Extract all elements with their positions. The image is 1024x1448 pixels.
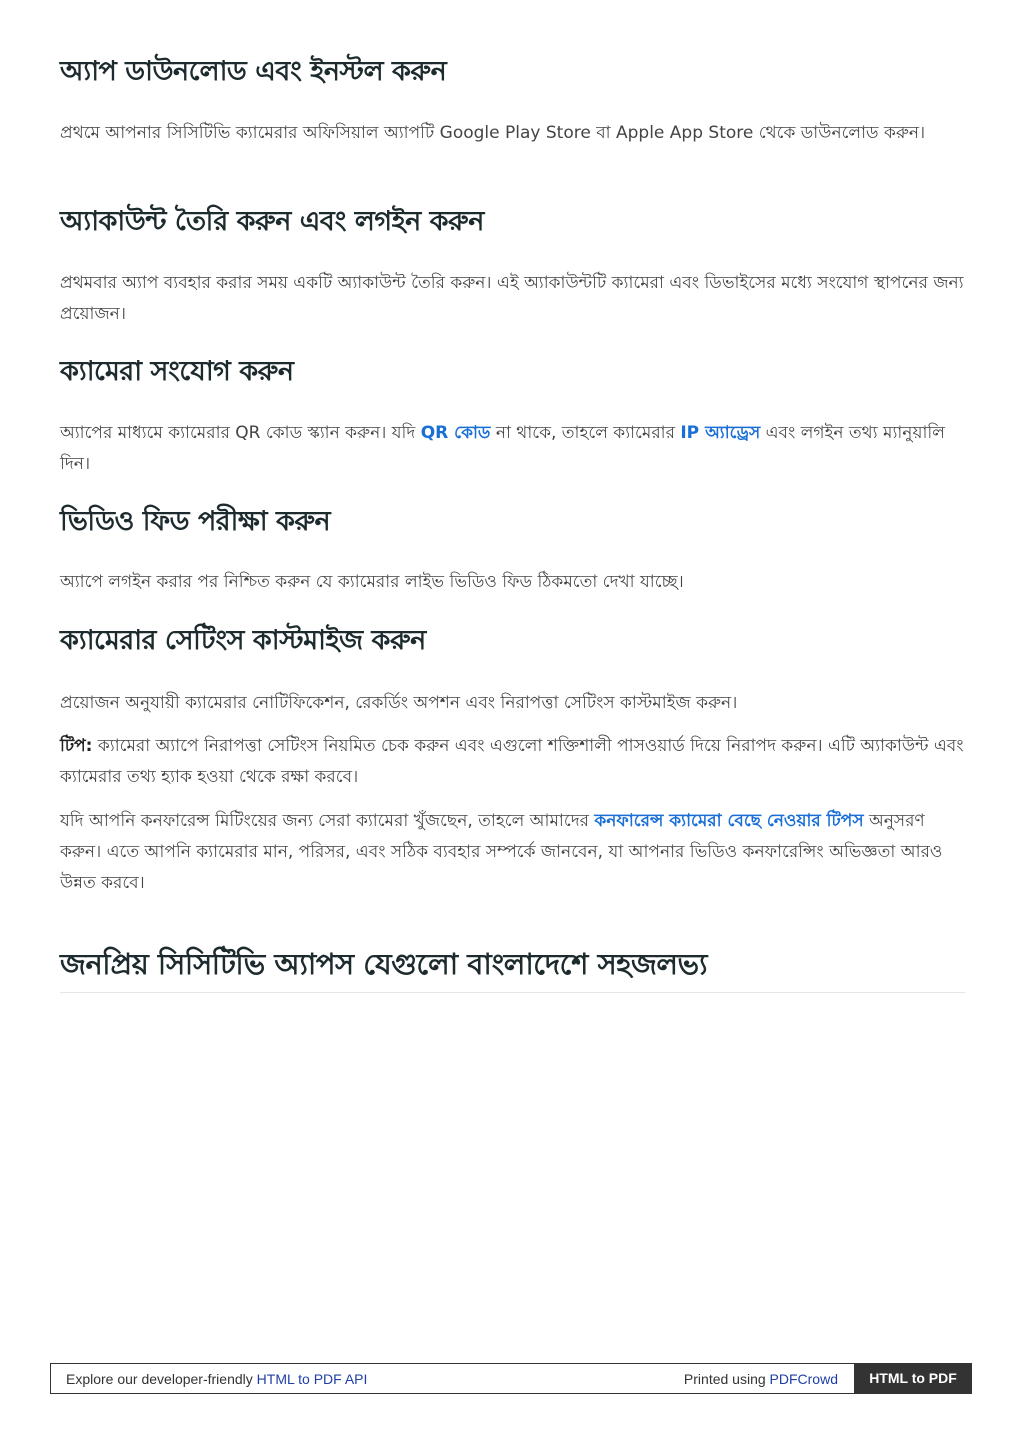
popular-apps-heading: জনপ্রিয় সিসিটিভি অ্যাপস যেগুলো বাংলাদেশে সহজলভ্য bbox=[60, 944, 965, 993]
conference-text-before: যদি আপনি কনফারেন্স মিটিংয়ের জন্য সেরা ক্যামেরা খুঁজছেন, তাহলে আমাদের bbox=[60, 811, 595, 831]
section-text-video-feed: অ্যাপে লগইন করার পর নিশ্চিত করুন যে ক্যামেরার লাইভ ভিডিও ফিড ঠিকমতো দেখা যাচ্ছে। bbox=[60, 572, 684, 592]
connect-text-before: অ্যাপের মাধ্যমে ক্যামেরার QR কোড স্ক্যান করুন। যদি bbox=[60, 423, 421, 443]
section-text-install: প্রথমে আপনার সিসিটিভি ক্যামেরার অফিসিয়াল অ্যাপটি Google Play Store বা Apple App Store থেকে ডাউনলোড করুন। bbox=[60, 123, 926, 143]
section-heading-account: অ্যাকাউন্ট তৈরি করুন এবং লগইন করুন bbox=[60, 206, 484, 237]
qr-code-link[interactable]: QR কোড bbox=[420, 423, 491, 443]
section-heading-connect: ক্যামেরা সংযোগ করুন bbox=[60, 356, 294, 387]
section-text-account: প্রথমবার অ্যাপ ব্যবহার করার সময় একটি অ্যাকাউন্ট তৈরি করুন। এই অ্যাকাউন্টটি ক্যামেরা এবং ডিভাইসের মধ্যে সংযোগ স্থাপনের জন্য প্রয়োজন। bbox=[60, 273, 964, 324]
pdfcrowd-footer bbox=[50, 1363, 972, 1394]
conference-camera-tips-link[interactable]: কনফারেন্স ক্যামেরা বেছে নেওয়ার টিপস bbox=[594, 811, 864, 831]
html-to-pdf-api-link[interactable]: HTML to PDF API bbox=[256, 1371, 368, 1387]
conference-text-after: অনুসরণ করুন। এতে আপনি ক্যামেরার মান, পরিসর, এবং সঠিক ব্যবহার সম্পর্কে জানবেন, যা আপনার ভিডিও কনফারেন্সিং অভিজ্ঞতা আরও উন্নত করবে। bbox=[60, 811, 943, 893]
footer-explore bbox=[66, 1371, 367, 1387]
footer-printed-text: Printed using bbox=[683, 1371, 770, 1387]
tip-label: টিপ: bbox=[60, 736, 93, 756]
section-heading-install: অ্যাপ ডাউনলোড এবং ইনস্টল করুন bbox=[60, 56, 447, 87]
section-text-connect bbox=[60, 418, 965, 480]
section-heading-video-feed: ভিডিও ফিড পরীক্ষা করুন bbox=[60, 506, 331, 537]
footer-printed bbox=[684, 1371, 838, 1387]
ip-address-link[interactable]: IP অ্যাড্রেস bbox=[680, 423, 761, 443]
tip-text: ক্যামেরা অ্যাপে নিরাপত্তা সেটিংস নিয়মিত চেক করুন এবং এগুলো শক্তিশালী পাসওয়ার্ড দিয়ে নিরাপদ করুন। এটি অ্যাকাউন্ট এবং ক্যামেরার তথ্য হ্যাক হওয়া থেকে রক্ষা করবে। bbox=[60, 736, 964, 787]
footer-explore-text: Explore our developer-friendly bbox=[66, 1371, 257, 1387]
connect-text-after: এবং লগইন তথ্য ম্যানুয়ালি দিন। bbox=[60, 423, 945, 474]
html-to-pdf-button[interactable]: HTML to PDF bbox=[854, 1363, 972, 1394]
pdfcrowd-link[interactable]: PDFCrowd bbox=[769, 1371, 838, 1387]
connect-text-mid: না থাকে, তাহলে ক্যামেরার bbox=[490, 423, 681, 443]
section-heading-settings: ক্যামেরার সেটিংস কাস্টমাইজ করুন bbox=[60, 625, 426, 656]
section-text-settings: প্রয়োজন অনুযায়ী ক্যামেরার নোটিফিকেশন, রেকর্ডিং অপশন এবং নিরাপত্তা সেটিংস কাস্টমাইজ করুন। bbox=[60, 693, 738, 713]
conference-paragraph bbox=[60, 806, 965, 899]
tip-paragraph bbox=[60, 731, 965, 793]
